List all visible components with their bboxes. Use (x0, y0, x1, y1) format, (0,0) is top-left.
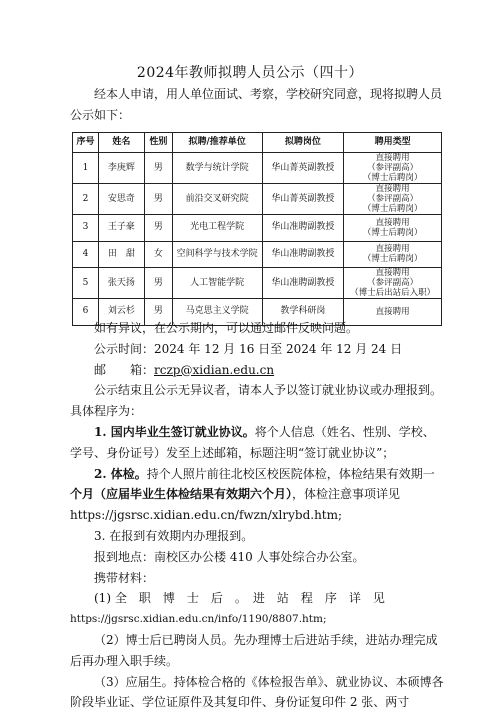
cell-name: 王子豪 (98, 215, 144, 242)
step-1-text: 将个人信息（姓名、性别、学校、学号、身份证号）发至上述邮箱，标题注明“签订就业协议”； (70, 424, 435, 460)
report-place: 报到地点：南校区办公楼 410 人事处综合办公室。 (94, 549, 365, 564)
cell-no: 3 (73, 215, 99, 242)
cell-unit: 人工智能学院 (172, 268, 262, 299)
type-line: （博士后聘岗） (362, 254, 423, 265)
cell-post: 华山准聘副教授 (262, 241, 344, 268)
cell-no: 6 (73, 299, 99, 326)
cell-no: 1 (73, 153, 99, 184)
step-2-link-text: ，体检注意事项详见 https://jgsrsc.xidian.edu.cn/fwzn/xlrybd.htm; (70, 487, 401, 523)
step-2-validity: 个月（应届毕业生体检结果有效期六个月） (70, 487, 293, 502)
cell-name: 张天扬 (98, 268, 144, 299)
cell-type (344, 241, 442, 268)
objection-paragraph: 如有异议，在公示期内，可以通过邮件反映问题。 (94, 321, 359, 335)
cell-sex: 男 (144, 299, 172, 326)
step-2-title: 2. 体检。 (94, 466, 147, 481)
type-line: （参评副高） (367, 163, 419, 173)
material-1: (1) 全 职 博 士 后 。 进 站 程 序 详 见 (94, 591, 385, 606)
cell-post: 华山准聘副教授 (262, 268, 344, 299)
cell-sex: 男 (144, 215, 172, 242)
candidates-table (72, 132, 442, 326)
cell-sex: 女 (144, 241, 172, 268)
table-header-row (73, 133, 442, 153)
table-row (73, 241, 442, 268)
cell-type (344, 268, 442, 299)
cell-name: 田 甜 (98, 241, 144, 268)
cell-sex: 男 (144, 153, 172, 184)
cell-no: 2 (73, 184, 99, 215)
type-line: （博士后聘岗） (362, 173, 423, 183)
materials-label: 携带材料： (94, 570, 155, 585)
header-type: 聘用类型 (344, 133, 442, 153)
type-line: 直接聘用 (375, 306, 410, 317)
document-title: 2024年教师拟聘人员公示（四十） (136, 65, 364, 81)
cell-type (344, 153, 442, 184)
email-label: 邮 箱： (94, 362, 155, 377)
publicity-period (70, 339, 444, 360)
cell-unit: 前沿交叉研究院 (172, 184, 262, 215)
type-line: （参评副高） (367, 278, 419, 288)
material-3: （3）应届生。持体检合格的《体检报告单》、就业协议、本硕博各阶段毕业证、学位证原件及其复印件、身份证复印件 2 张、两寸 (70, 674, 444, 710)
email-line (70, 360, 444, 381)
header-sex: 性别 (144, 133, 172, 153)
material-1-link[interactable]: https://jgsrsc.xidian.edu.cn/info/1190/8807.htm; (70, 613, 327, 626)
step-1-title: 1. 国内毕业生签订就业协议。 (94, 424, 255, 439)
notice-body (70, 318, 444, 713)
cell-type (344, 184, 442, 215)
cell-post: 教学科研岗 (262, 299, 344, 326)
email-link[interactable]: rczp@xidian.edu.cn (154, 362, 275, 377)
table-row (73, 215, 442, 242)
material-2: （2）博士后已聘岗人员。先办理博士后进站手续，进站办理完成后再办理入职手续。 (70, 632, 438, 668)
type-line: （博士后聘岗） (362, 204, 423, 214)
cell-name: 刘云杉 (98, 299, 144, 326)
type-line: 直接聘用 (375, 268, 410, 278)
period-value: 2024 年 12 月 16 日至 2024 年 12 月 24 日 (154, 341, 403, 356)
table-row (73, 268, 442, 299)
cell-post: 华山菁英副教授 (262, 153, 344, 184)
cell-unit: 光电工程学院 (172, 215, 262, 242)
step-2-text: 持个人照片前往北校区校医院体检，体检结果有效期一 (146, 466, 435, 481)
cell-unit: 马克思主义学院 (172, 299, 262, 326)
cell-post: 华山准聘副教授 (262, 215, 344, 242)
cell-no: 5 (73, 268, 99, 299)
intro-paragraph: 经本人申请，用人单位面试、考察，学校研究同意，现将拟聘人员公示如下： (70, 87, 443, 122)
header-name: 姓名 (98, 133, 144, 153)
cell-unit: 数学与统计学院 (172, 153, 262, 184)
header-post: 拟聘岗位 (262, 133, 344, 153)
period-label: 公示时间： (94, 341, 155, 356)
cell-post: 华山菁英副教授 (262, 184, 344, 215)
after-paragraph: 公示结束且公示无异议者，请本人予以签订就业协议或办理报到。具体程序为： (70, 383, 443, 419)
cell-name: 李庚辉 (98, 153, 144, 184)
type-line: （参评副高） (367, 194, 419, 204)
cell-sex: 男 (144, 268, 172, 299)
cell-type (344, 215, 442, 242)
type-line: 直接聘用 (375, 184, 410, 194)
type-line: 直接聘用 (375, 153, 410, 163)
step-3: 3. 在报到有效期内办理报到。 (94, 528, 254, 543)
type-line: （博士后聘岗） (362, 227, 423, 238)
type-line: （博士后出站后入职） (350, 288, 436, 298)
header-unit: 拟聘/推荐单位 (172, 133, 262, 153)
table-row (73, 153, 442, 184)
header-no: 序号 (73, 133, 99, 153)
step-1 (70, 422, 444, 464)
cell-no: 4 (73, 241, 99, 268)
step-2 (70, 464, 444, 526)
type-line: 直接聘用 (375, 217, 410, 228)
table-row (73, 184, 442, 215)
cell-unit: 空间科学与技术学院 (172, 241, 262, 268)
type-line: 直接聘用 (375, 244, 410, 255)
cell-sex: 男 (144, 184, 172, 215)
cell-name: 安思奇 (98, 184, 144, 215)
